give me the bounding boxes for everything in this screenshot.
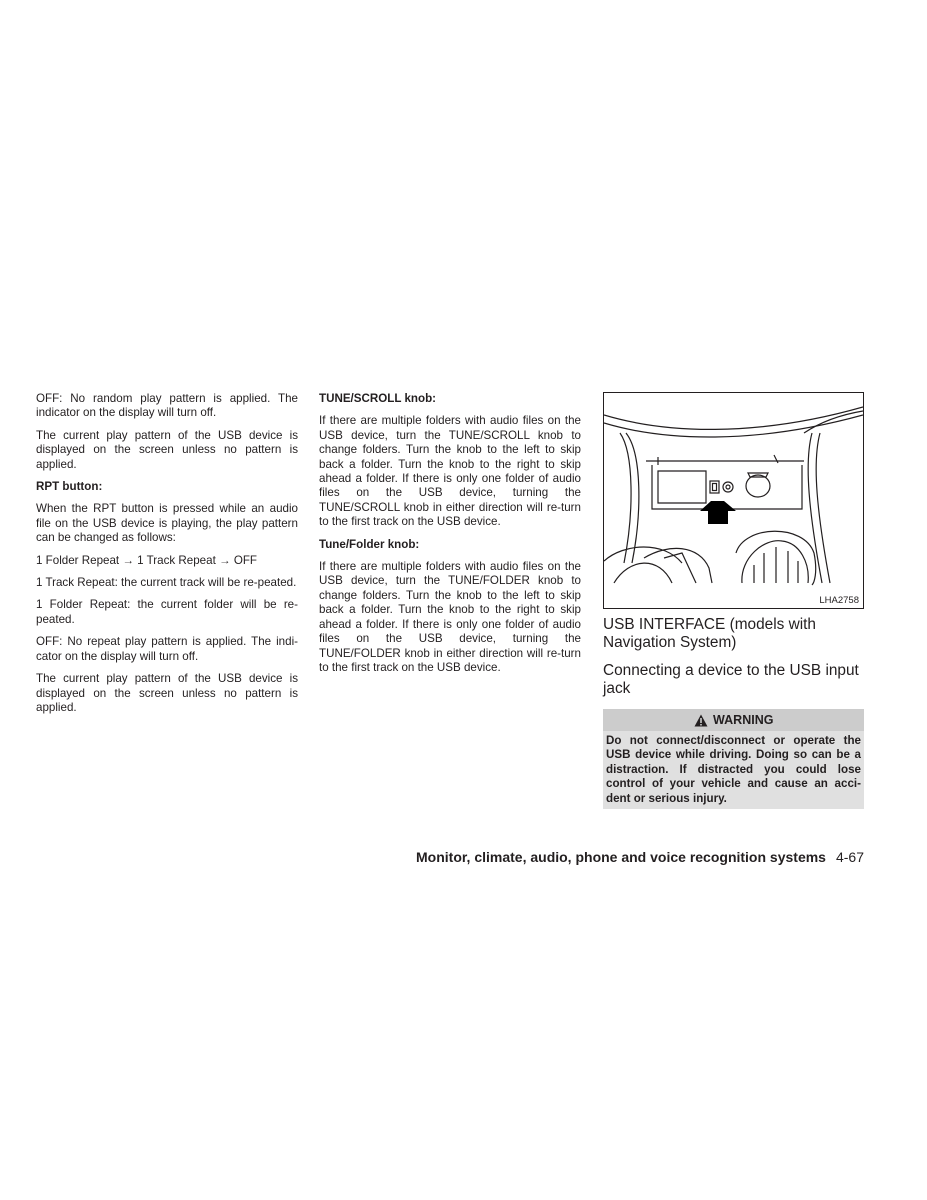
heading-tune-scroll-knob: TUNE/SCROLL knob: [319,392,437,405]
heading-tune-folder-knob: Tune/Folder knob: [319,537,420,551]
figure-code: LHA2758 [819,595,859,606]
paragraph-current-pattern: The current play pattern of the USB device is displayed on the screen unless no pattern is applied. [36,428,298,471]
usb-location-illustration [603,392,864,609]
paragraph-repeat-sequence: 1 Folder Repeat → 1 Track Repeat → OFF [36,553,258,567]
left-column [36,392,298,723]
console-drawing [604,393,863,608]
paragraph-track-repeat: 1 Track Repeat: the current track will be re-peated. [36,576,297,590]
warning-triangle-icon [694,714,708,727]
heading-rpt-button: RPT button: [36,480,103,494]
warning-box [603,709,864,809]
warning-label: WARNING [713,713,774,727]
paragraph-folder-repeat: 1 Folder Repeat: the current folder will be re-peated. [36,598,298,626]
pointer-arrow-icon [700,501,736,524]
paragraph-tune-folder: If there are multiple folders with audio files on the USB device, turn the TUNE/FOLDER knob to change folders. Turn the knob to the left to skip back a folder. Turn the knob to the right to skip ahead a folder. If there is only one folder of audio files on the USB device, turning the TUNE/FOLDER knob in either direction will re-turn to the first track on the USB device. [319,560,581,674]
footer-chapter-title: Monitor, climate, audio, phone and voice recognition systems [416,849,826,865]
warning-header [603,709,864,731]
paragraph-current-pattern-2: The current play pattern of the USB device is displayed on the screen unless no pattern is applied. [36,672,298,714]
section-title: USB INTERFACE (models with Navigation System) [603,616,816,651]
paragraph-rpt-intro: When the RPT button is pressed while an audio file on the USB device is playing, the play pattern can be changed as follows: [36,502,298,545]
right-column [603,392,864,809]
page-number: 4-67 [835,849,864,865]
paragraph-repeat-off: OFF: No repeat play pattern is applied. The indi-cator on the display will turn off. [36,635,298,663]
warning-text: Do not connect/disconnect or operate the USB device while driving. Doing so can be a distraction. If distracted you could lose control of your vehicle and cause an acci-dent or serious injury. [603,731,864,809]
paragraph-tune-scroll: If there are multiple folders with audio files on the USB device, turn the TUNE/SCROLL knob to change folders. Turn the knob to the left to skip back a folder. Turn the knob to the right to skip ahead a folder. If there is only one folder of audio files on the USB device, turning the TUNE/SCROLL knob in either direction will re-turn to the first track on the USB device. [319,414,581,529]
page-footer [300,848,864,866]
middle-column [319,392,581,683]
paragraph-random-off: OFF: No random play pattern is applied. The indicator on the display will turn off. [36,392,298,420]
section-subtitle: Connecting a device to the USB input jack [603,662,859,697]
